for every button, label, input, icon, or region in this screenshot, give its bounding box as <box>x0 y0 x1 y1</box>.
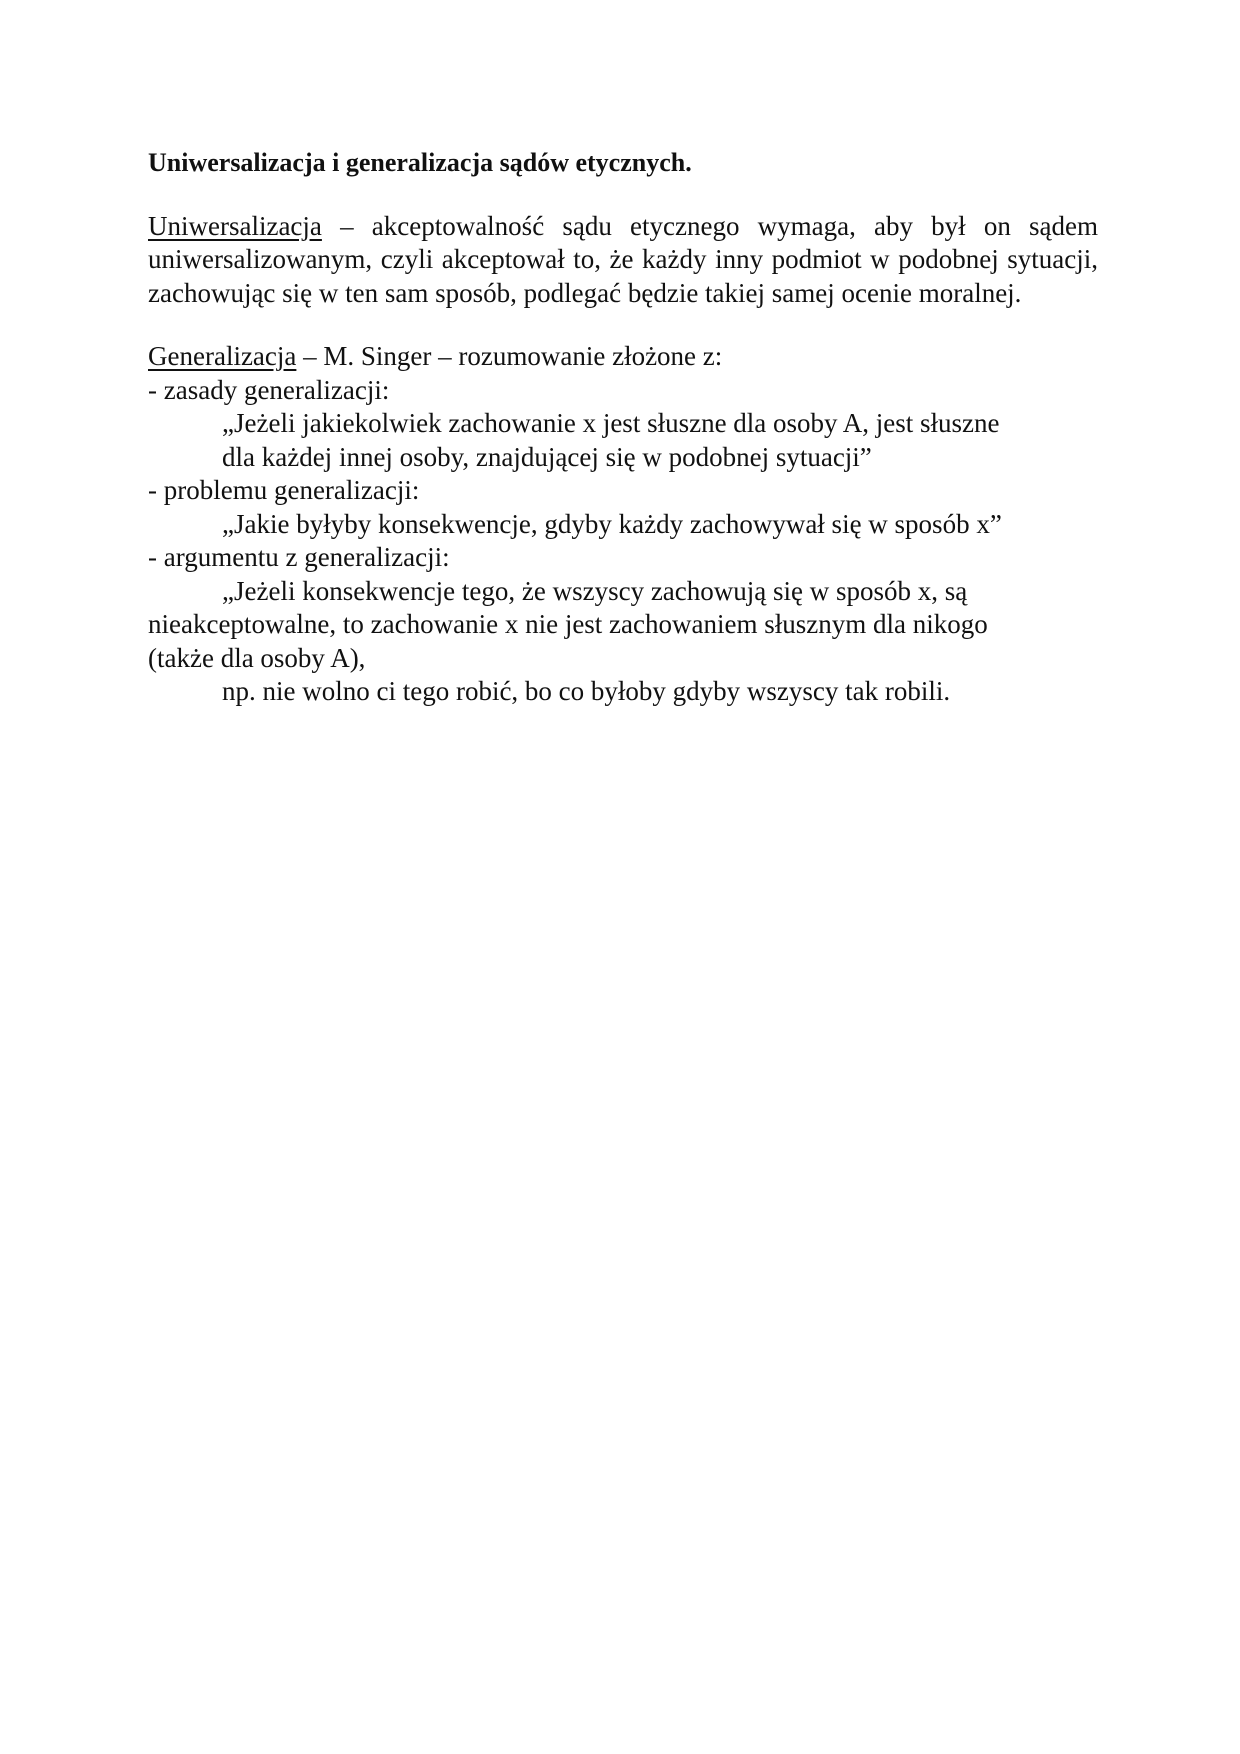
generalization-item-label: - problemu generalizacji: <box>148 475 420 505</box>
generalization-quote-line: nieakceptowalne, to zachowanie x nie jest zachowaniem słusznym dla nikogo <box>148 609 988 639</box>
generalization-quote-line: „Jeżeli jakiekolwiek zachowanie x jest słuszne dla osoby A, jest słuszne <box>222 408 1000 438</box>
generalization-heading <box>148 340 1098 374</box>
universalization-paragraph <box>148 210 1098 311</box>
generalization-quote-line: (także dla osoby A), <box>148 642 366 673</box>
generalization-quote-line: dla każdej innej osoby, znajdującej się w podobnej sytuacji” <box>222 441 872 472</box>
generalization-intro: – M. Singer – rozumowanie złożone z: <box>296 341 723 371</box>
universalization-term: Uniwersalizacja <box>148 210 322 241</box>
generalization-quote-line: „Jeżeli konsekwencje tego, że wszyscy zachowują się w sposób x, są <box>222 575 968 606</box>
document-content <box>148 146 1098 709</box>
generalization-example: np. nie wolno ci tego robić, bo co byłoby gdyby wszyscy tak robili. <box>222 676 951 706</box>
generalization-quote-line: „Jakie byłyby konsekwencje, gdyby każdy zachowywał się w sposób x” <box>222 508 1002 539</box>
generalization-item-label: - argumentu z generalizacji: <box>148 542 450 572</box>
document-title: Uniwersalizacja i generalizacja sądów etycznych. <box>148 148 692 177</box>
generalization-item-label: - zasady generalizacji: <box>148 374 390 405</box>
generalization-section <box>148 340 1098 709</box>
generalization-term: Generalizacja <box>148 341 297 371</box>
universalization-definition: – akceptowalność sądu etycznego wymaga, aby był on sądem uniwersalizowanym, czyli akceptował to, że każdy inny podmiot w podobnej sytuacji, zachowując się w ten sam sposób, podlegać będzie takiej samej ocenie moralnej. <box>148 210 1098 308</box>
